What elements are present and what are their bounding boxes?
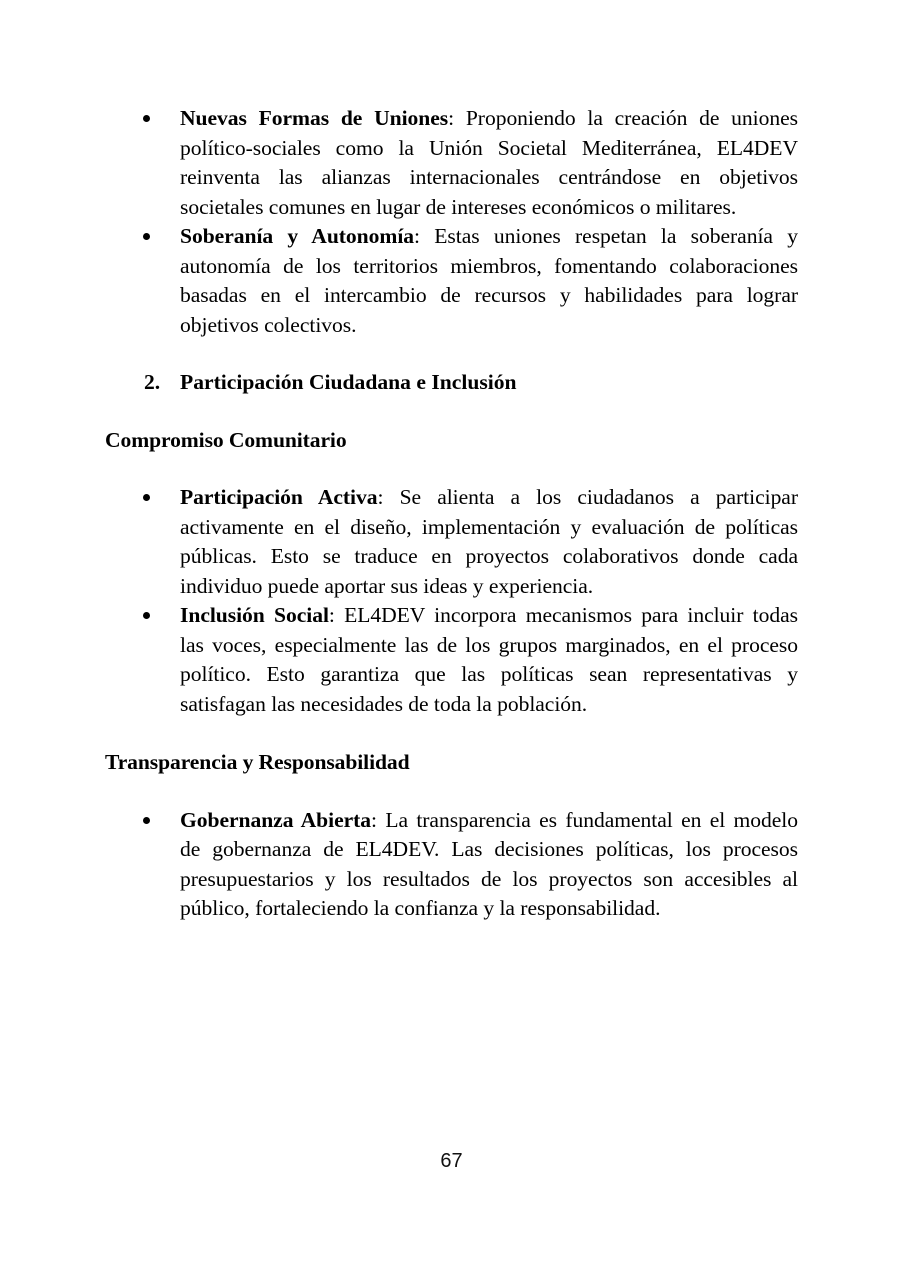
list-item-term: Participación Activa [180, 485, 378, 509]
list-item-term: Nuevas Formas de Uniones [180, 106, 449, 130]
spacer [105, 340, 798, 368]
bullet-list-gobernanza [105, 806, 798, 924]
spacer [105, 455, 798, 483]
bullet-dot-icon [143, 233, 150, 240]
spacer [105, 778, 798, 806]
list-item-body: EL4DEV incorpora mecanismos para incluir todas las voces, especialmente las de los grupos marginados, en el proceso político. Esto garantiza que las políticas sean representativas y satisfagan las necesidades de toda la población. [180, 603, 798, 716]
spacer [105, 719, 798, 748]
list-item-separator: : [377, 485, 400, 509]
section-heading-compromiso-comunitario: Compromiso Comunitario [105, 427, 347, 452]
list-item-term: Soberanía y Autonomía [180, 224, 415, 248]
list-item [105, 104, 798, 222]
page-number: 67 [440, 1150, 463, 1172]
bullet-list-uniones [105, 104, 798, 340]
list-item-term: Inclusión Social [180, 603, 329, 627]
numbered-heading [105, 368, 798, 398]
list-item-body: Proponiendo la creación de uniones político-sociales como la Unión Societal Mediterránea, EL4DEV reinventa las alianzas internacionales centrándose en objetivos societales comunes en lugar de intereses económicos o militares. [180, 106, 798, 219]
list-item-body: Se alienta a los ciudadanos a participar activamente en el diseño, implementación y evaluación de políticas públicas. Esto se traduce en proyectos colaborativos donde cada individuo puede aportar sus ideas y experiencia. [180, 485, 798, 598]
list-item [105, 601, 798, 719]
bullet-dot-icon [143, 817, 150, 824]
bullet-list-participacion [105, 483, 798, 719]
spacer [105, 398, 798, 426]
list-item-term: Gobernanza Abierta [180, 807, 372, 832]
page-content [105, 104, 798, 924]
section-heading-transparencia-responsabilidad: Transparencia y Responsabilidad [105, 750, 410, 774]
list-item [105, 483, 798, 601]
numbered-heading-text: Participación Ciudadana e Inclusión [180, 370, 517, 394]
list-item-separator: : [328, 603, 345, 627]
list-item [105, 806, 798, 924]
numbered-heading-number: 2. [144, 370, 161, 394]
list-item [105, 222, 798, 340]
list-item-separator: : [414, 224, 435, 248]
bullet-dot-icon [143, 612, 150, 619]
list-item-body: La transparencia es fundamental en el modelo de gobernanza de EL4DEV. Las decisiones políticas, los procesos presupuestarios y los resultados de los proyectos son accesibles al público, fortaleciendo la confianza y la responsabilidad. [180, 807, 798, 920]
bullet-dot-icon [143, 115, 150, 122]
list-item-body: Estas uniones respetan la soberanía y autonomía de los territorios miembros, fomentando colaboraciones basadas en el intercambio de recursos y habilidades para lograr objetivos colectivos. [180, 224, 798, 337]
bullet-dot-icon [143, 494, 150, 501]
list-item-separator: : [448, 106, 466, 130]
list-item-separator: : [371, 807, 386, 832]
